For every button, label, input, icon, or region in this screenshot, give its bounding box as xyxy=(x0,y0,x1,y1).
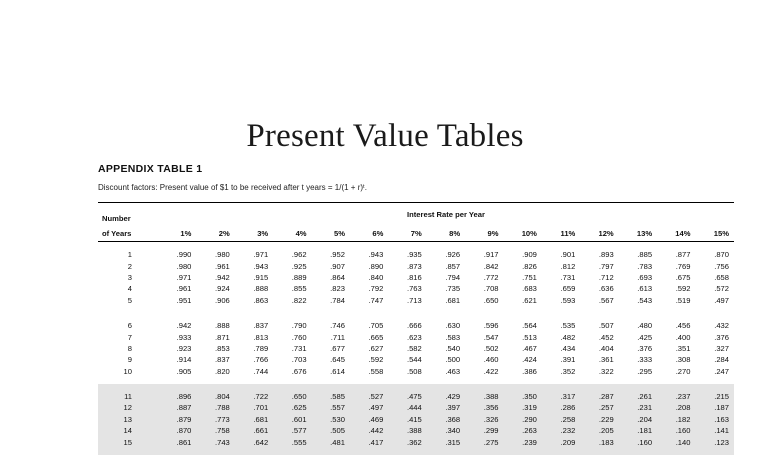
discount-factor-cell: .822 xyxy=(291,295,307,305)
year-cell: 10 xyxy=(123,366,132,376)
discount-factor-cell: .507 xyxy=(598,321,614,331)
year-cell: 6 xyxy=(127,321,132,331)
group-spacer xyxy=(98,448,734,455)
discount-factor-cell: .675 xyxy=(675,272,691,282)
discount-factor-cell: .231 xyxy=(619,402,657,413)
discount-factor-cell: .247 xyxy=(714,366,729,376)
discount-factor-cell: .693 xyxy=(637,272,653,282)
discount-factor-cell: .924 xyxy=(215,284,230,294)
discount-factor-cell: .557 xyxy=(312,402,350,413)
discount-factor-cell: .508 xyxy=(406,366,422,376)
table-row xyxy=(98,414,734,425)
discount-factor-cell: .163 xyxy=(695,414,734,425)
discount-factor-cell: .887 xyxy=(158,402,196,413)
discount-factor-cell: .701 xyxy=(235,402,273,413)
discount-factor-cell: .658 xyxy=(714,272,729,282)
discount-factor-cell: .763 xyxy=(406,284,422,294)
discount-factor-cell: .601 xyxy=(273,414,311,425)
page-title: Present Value Tables xyxy=(246,118,524,154)
discount-factor-cell: .943 xyxy=(253,261,269,271)
discount-factor-cell: .804 xyxy=(196,391,234,402)
discount-factor-cell: .926 xyxy=(445,250,461,260)
discount-factor-cell: .901 xyxy=(560,250,576,260)
discount-factor-cell: .239 xyxy=(504,436,542,447)
discount-factor-cell: .783 xyxy=(637,261,653,271)
discount-factor-cell: .630 xyxy=(445,321,461,331)
discount-factor-cell: .870 xyxy=(714,250,729,260)
discount-factor-cell: .540 xyxy=(445,343,461,353)
discount-factor-cell: .971 xyxy=(176,272,192,282)
header-rate: 9% xyxy=(487,228,499,238)
year-cell: 5 xyxy=(127,295,132,305)
discount-factor-cell: .816 xyxy=(406,272,422,282)
discount-factor-cell: .376 xyxy=(714,332,729,342)
discount-factor-cell: .290 xyxy=(504,414,542,425)
table-row xyxy=(98,402,734,413)
discount-factor-cell: .914 xyxy=(176,355,192,365)
discount-factor-cell: .769 xyxy=(675,261,691,271)
discount-factor-cell: .909 xyxy=(522,250,537,260)
discount-factor-cell: .681 xyxy=(445,295,461,305)
discount-factor-cell: .261 xyxy=(619,391,657,402)
present-value-table-container xyxy=(98,202,734,455)
discount-factor-cell: .722 xyxy=(235,391,273,402)
table-header-row-rates xyxy=(98,225,734,242)
discount-factor-cell: .933 xyxy=(176,332,192,342)
discount-factor-cell: .356 xyxy=(465,402,503,413)
discount-factor-cell: .140 xyxy=(657,436,695,447)
discount-factor-cell: .855 xyxy=(291,284,307,294)
discount-factor-cell: .469 xyxy=(350,414,388,425)
header-number: Number xyxy=(102,214,131,223)
table-row xyxy=(98,272,734,283)
discount-factor-cell: .743 xyxy=(196,436,234,447)
table-caption: Discount factors: Present value of $1 to be received after t years = 1/(1 + r)ᵗ. xyxy=(98,183,367,192)
discount-factor-cell: .642 xyxy=(235,436,273,447)
discount-factor-cell: .853 xyxy=(215,343,230,353)
discount-factor-cell: .160 xyxy=(619,436,657,447)
discount-factor-cell: .877 xyxy=(675,250,691,260)
discount-factor-cell: .708 xyxy=(483,284,499,294)
table-group-3 xyxy=(98,384,734,455)
discount-factor-cell: .376 xyxy=(637,343,653,353)
discount-factor-cell: .666 xyxy=(406,321,422,331)
discount-factor-cell: .456 xyxy=(675,321,691,331)
discount-factor-cell: .614 xyxy=(330,366,345,376)
discount-factor-cell: .535 xyxy=(560,321,576,331)
discount-factor-cell: .434 xyxy=(560,343,576,353)
discount-factor-cell: .747 xyxy=(368,295,384,305)
discount-factor-cell: .350 xyxy=(504,391,542,402)
discount-factor-cell: .424 xyxy=(522,355,537,365)
appendix-label: APPENDIX TABLE 1 xyxy=(98,163,203,175)
year-cell: 2 xyxy=(127,261,132,271)
discount-factor-cell: .711 xyxy=(330,332,345,342)
discount-factor-cell: .676 xyxy=(291,366,307,376)
discount-factor-cell: .905 xyxy=(176,366,192,376)
discount-factor-cell: .943 xyxy=(368,250,384,260)
discount-factor-cell: .942 xyxy=(176,321,192,331)
year-cell: 14 xyxy=(98,425,158,436)
discount-factor-cell: .889 xyxy=(291,272,307,282)
header-rate: 3% xyxy=(257,228,269,238)
discount-factor-cell: .422 xyxy=(483,366,499,376)
header-interest-rate: Interest Rate per Year xyxy=(407,209,485,219)
discount-factor-cell: .766 xyxy=(253,355,269,365)
discount-factor-cell: .361 xyxy=(598,355,614,365)
discount-factor-cell: .712 xyxy=(598,272,614,282)
discount-factor-cell: .980 xyxy=(176,261,192,271)
table-row xyxy=(98,320,734,331)
discount-factor-cell: .482 xyxy=(560,332,576,342)
header-rate: 14% xyxy=(675,228,691,238)
year-cell: 3 xyxy=(127,272,132,282)
discount-factor-cell: .980 xyxy=(215,250,230,260)
discount-factor-cell: .915 xyxy=(253,272,269,282)
year-cell: 15 xyxy=(98,436,158,447)
discount-factor-cell: .327 xyxy=(714,343,729,353)
discount-factor-cell: .705 xyxy=(368,321,384,331)
discount-factor-cell: .432 xyxy=(714,321,729,331)
discount-factor-cell: .141 xyxy=(695,425,734,436)
table-row xyxy=(98,283,734,294)
discount-factor-cell: .527 xyxy=(350,391,388,402)
discount-factor-cell: .187 xyxy=(695,402,734,413)
discount-factor-cell: .623 xyxy=(406,332,422,342)
discount-factor-cell: .888 xyxy=(215,321,230,331)
discount-factor-cell: .308 xyxy=(675,355,691,365)
discount-factor-cell: .232 xyxy=(542,425,580,436)
discount-factor-cell: .417 xyxy=(350,436,388,447)
discount-factor-cell: .258 xyxy=(542,414,580,425)
discount-factor-cell: .681 xyxy=(235,414,273,425)
table-row xyxy=(98,391,734,402)
discount-factor-cell: .627 xyxy=(368,343,384,353)
discount-factor-cell: .547 xyxy=(483,332,499,342)
group-spacer xyxy=(98,242,734,250)
discount-factor-cell: .592 xyxy=(368,355,384,365)
header-rate: 7% xyxy=(410,228,422,238)
discount-factor-cell: .286 xyxy=(542,402,580,413)
discount-factor-cell: .863 xyxy=(253,295,269,305)
discount-factor-cell: .758 xyxy=(196,425,234,436)
discount-factor-cell: .893 xyxy=(598,250,614,260)
discount-factor-cell: .208 xyxy=(657,402,695,413)
discount-factor-cell: .544 xyxy=(406,355,422,365)
discount-factor-cell: .237 xyxy=(657,391,695,402)
group-spacer xyxy=(98,306,734,313)
table-row xyxy=(98,425,734,436)
header-rate: 1% xyxy=(180,228,192,238)
discount-factor-cell: .592 xyxy=(675,284,691,294)
discount-factor-cell: .555 xyxy=(273,436,311,447)
discount-factor-cell: .299 xyxy=(465,425,503,436)
discount-factor-cell: .205 xyxy=(580,425,618,436)
discount-factor-cell: .558 xyxy=(368,366,384,376)
table-row xyxy=(98,354,734,365)
discount-factor-cell: .861 xyxy=(158,436,196,447)
discount-factor-cell: .444 xyxy=(388,402,426,413)
discount-factor-cell: .502 xyxy=(483,343,499,353)
discount-factor-cell: .650 xyxy=(273,391,311,402)
year-cell: 12 xyxy=(98,402,158,413)
discount-factor-cell: .790 xyxy=(291,321,307,331)
discount-factor-cell: .596 xyxy=(483,321,499,331)
discount-factor-cell: .270 xyxy=(675,366,691,376)
discount-factor-cell: .896 xyxy=(158,391,196,402)
discount-factor-cell: .257 xyxy=(580,402,618,413)
discount-factor-cell: .513 xyxy=(522,332,537,342)
discount-factor-cell: .840 xyxy=(368,272,384,282)
year-cell: 1 xyxy=(127,250,132,260)
discount-factor-cell: .661 xyxy=(235,425,273,436)
discount-factor-cell: .746 xyxy=(330,321,345,331)
discount-factor-cell: .284 xyxy=(714,355,729,365)
discount-factor-cell: .837 xyxy=(253,321,269,331)
discount-factor-cell: .391 xyxy=(560,355,576,365)
discount-factor-cell: .326 xyxy=(465,414,503,425)
discount-factor-cell: .333 xyxy=(637,355,653,365)
discount-factor-cell: .760 xyxy=(291,332,307,342)
discount-factor-cell: .404 xyxy=(598,343,614,353)
header-years: of Years xyxy=(102,228,132,238)
discount-factor-cell: .789 xyxy=(253,343,269,353)
discount-factor-cell: .621 xyxy=(522,295,537,305)
discount-factor-cell: .397 xyxy=(427,402,465,413)
discount-factor-cell: .961 xyxy=(215,261,230,271)
discount-factor-cell: .812 xyxy=(560,261,576,271)
discount-factor-cell: .751 xyxy=(522,272,537,282)
discount-factor-cell: .386 xyxy=(522,366,537,376)
discount-factor-cell: .452 xyxy=(598,332,614,342)
discount-factor-cell: .593 xyxy=(560,295,576,305)
discount-factor-cell: .287 xyxy=(580,391,618,402)
discount-factor-cell: .275 xyxy=(465,436,503,447)
discount-factor-cell: .917 xyxy=(483,250,499,260)
discount-factor-cell: .870 xyxy=(158,425,196,436)
discount-factor-cell: .879 xyxy=(158,414,196,425)
discount-factor-cell: .962 xyxy=(291,250,307,260)
discount-factor-cell: .368 xyxy=(427,414,465,425)
discount-factor-cell: .951 xyxy=(176,295,192,305)
discount-factor-cell: .925 xyxy=(291,261,307,271)
header-rate: 4% xyxy=(295,228,307,238)
discount-factor-cell: .263 xyxy=(504,425,542,436)
discount-factor-cell: .625 xyxy=(273,402,311,413)
discount-factor-cell: .744 xyxy=(253,366,269,376)
table-row xyxy=(98,343,734,354)
discount-factor-cell: .864 xyxy=(330,272,345,282)
discount-factor-cell: .388 xyxy=(388,425,426,436)
discount-factor-cell: .873 xyxy=(406,261,422,271)
discount-factor-cell: .842 xyxy=(483,261,499,271)
discount-factor-cell: .772 xyxy=(483,272,499,282)
discount-factor-cell: .577 xyxy=(273,425,311,436)
year-cell: 4 xyxy=(127,284,132,294)
discount-factor-cell: .659 xyxy=(560,284,576,294)
discount-factor-cell: .340 xyxy=(427,425,465,436)
discount-factor-cell: .315 xyxy=(427,436,465,447)
header-rate: 12% xyxy=(598,228,614,238)
discount-factor-cell: .481 xyxy=(312,436,350,447)
discount-factor-cell: .351 xyxy=(675,343,691,353)
discount-factor-cell: .442 xyxy=(350,425,388,436)
discount-factor-cell: .429 xyxy=(427,391,465,402)
discount-factor-cell: .906 xyxy=(215,295,230,305)
year-cell: 11 xyxy=(98,391,158,402)
table-row xyxy=(98,260,734,271)
discount-factor-cell: .500 xyxy=(445,355,461,365)
discount-factor-cell: .683 xyxy=(522,284,537,294)
discount-factor-cell: .204 xyxy=(619,414,657,425)
present-value-table xyxy=(98,202,734,455)
discount-factor-cell: .735 xyxy=(445,284,461,294)
table-row xyxy=(98,366,734,377)
discount-factor-cell: .731 xyxy=(291,343,307,353)
discount-factor-cell: .519 xyxy=(675,295,691,305)
discount-factor-cell: .352 xyxy=(560,366,576,376)
discount-factor-cell: .703 xyxy=(291,355,307,365)
discount-factor-cell: .923 xyxy=(176,343,192,353)
discount-factor-cell: .677 xyxy=(330,343,345,353)
discount-factor-cell: .400 xyxy=(675,332,691,342)
table-row xyxy=(98,331,734,342)
discount-factor-cell: .530 xyxy=(312,414,350,425)
discount-factor-cell: .229 xyxy=(580,414,618,425)
discount-factor-cell: .183 xyxy=(580,436,618,447)
header-rate: 13% xyxy=(636,228,653,238)
discount-factor-cell: .564 xyxy=(522,321,537,331)
discount-factor-cell: .362 xyxy=(388,436,426,447)
discount-factor-cell: .888 xyxy=(253,284,269,294)
discount-factor-cell: .463 xyxy=(445,366,461,376)
discount-factor-cell: .645 xyxy=(330,355,345,365)
discount-factor-cell: .820 xyxy=(215,366,230,376)
header-rate: 8% xyxy=(449,228,461,238)
discount-factor-cell: .813 xyxy=(253,332,269,342)
discount-factor-cell: .181 xyxy=(619,425,657,436)
header-rate: 2% xyxy=(218,228,230,238)
discount-factor-cell: .460 xyxy=(483,355,499,365)
discount-factor-cell: .837 xyxy=(215,355,230,365)
discount-factor-cell: .543 xyxy=(637,295,653,305)
group-spacer xyxy=(98,384,734,391)
discount-factor-cell: .613 xyxy=(637,284,653,294)
year-cell: 9 xyxy=(127,355,132,365)
table-row xyxy=(98,436,734,447)
table-group-2 xyxy=(98,313,734,384)
header-rate: 10% xyxy=(521,228,537,238)
discount-factor-cell: .215 xyxy=(695,391,734,402)
discount-factor-cell: .731 xyxy=(560,272,576,282)
discount-factor-cell: .585 xyxy=(312,391,350,402)
table-row xyxy=(98,249,734,260)
discount-factor-cell: .650 xyxy=(483,295,499,305)
discount-factor-cell: .572 xyxy=(714,284,729,294)
table-row xyxy=(98,295,734,306)
discount-factor-cell: .857 xyxy=(445,261,461,271)
discount-factor-cell: .567 xyxy=(598,295,614,305)
header-rate: 6% xyxy=(372,228,384,238)
discount-factor-cell: .425 xyxy=(637,332,653,342)
discount-factor-cell: .160 xyxy=(657,425,695,436)
year-cell: 7 xyxy=(127,332,132,342)
discount-factor-cell: .497 xyxy=(350,402,388,413)
header-rate: 5% xyxy=(333,228,345,238)
header-rate: 15% xyxy=(713,228,729,238)
discount-factor-cell: .935 xyxy=(406,250,422,260)
discount-factor-cell: .756 xyxy=(714,261,729,271)
discount-factor-cell: .636 xyxy=(598,284,614,294)
discount-factor-cell: .942 xyxy=(215,272,230,282)
group-spacer xyxy=(98,377,734,384)
discount-factor-cell: .209 xyxy=(542,436,580,447)
header-rate: 11% xyxy=(560,228,576,238)
discount-factor-cell: .182 xyxy=(657,414,695,425)
discount-factor-cell: .823 xyxy=(330,284,345,294)
discount-factor-cell: .123 xyxy=(695,436,734,447)
year-cell: 8 xyxy=(127,343,132,353)
discount-factor-cell: .415 xyxy=(388,414,426,425)
discount-factor-cell: .317 xyxy=(542,391,580,402)
discount-factor-cell: .467 xyxy=(522,343,537,353)
discount-factor-cell: .582 xyxy=(406,343,422,353)
discount-factor-cell: .871 xyxy=(215,332,230,342)
discount-factor-cell: .295 xyxy=(637,366,653,376)
discount-factor-cell: .784 xyxy=(330,295,345,305)
discount-factor-cell: .319 xyxy=(504,402,542,413)
discount-factor-cell: .794 xyxy=(445,272,461,282)
discount-factor-cell: .990 xyxy=(176,250,192,260)
discount-factor-cell: .971 xyxy=(253,250,269,260)
discount-factor-cell: .773 xyxy=(196,414,234,425)
table-header-row-top xyxy=(98,203,734,226)
discount-factor-cell: .480 xyxy=(637,321,653,331)
discount-factor-cell: .788 xyxy=(196,402,234,413)
discount-factor-cell: .388 xyxy=(465,391,503,402)
discount-factor-cell: .505 xyxy=(312,425,350,436)
discount-factor-cell: .797 xyxy=(598,261,614,271)
discount-factor-cell: .907 xyxy=(330,261,345,271)
discount-factor-cell: .497 xyxy=(714,295,729,305)
discount-factor-cell: .475 xyxy=(388,391,426,402)
discount-factor-cell: .885 xyxy=(637,250,653,260)
discount-factor-cell: .665 xyxy=(368,332,384,342)
year-cell: 13 xyxy=(98,414,158,425)
discount-factor-cell: .322 xyxy=(598,366,614,376)
group-spacer xyxy=(98,313,734,320)
discount-factor-cell: .952 xyxy=(330,250,345,260)
discount-factor-cell: .583 xyxy=(445,332,461,342)
discount-factor-cell: .890 xyxy=(368,261,384,271)
discount-factor-cell: .792 xyxy=(368,284,384,294)
discount-factor-cell: .961 xyxy=(176,284,192,294)
discount-factor-cell: .713 xyxy=(406,295,422,305)
discount-factor-cell: .826 xyxy=(522,261,537,271)
table-group-1 xyxy=(98,242,734,313)
